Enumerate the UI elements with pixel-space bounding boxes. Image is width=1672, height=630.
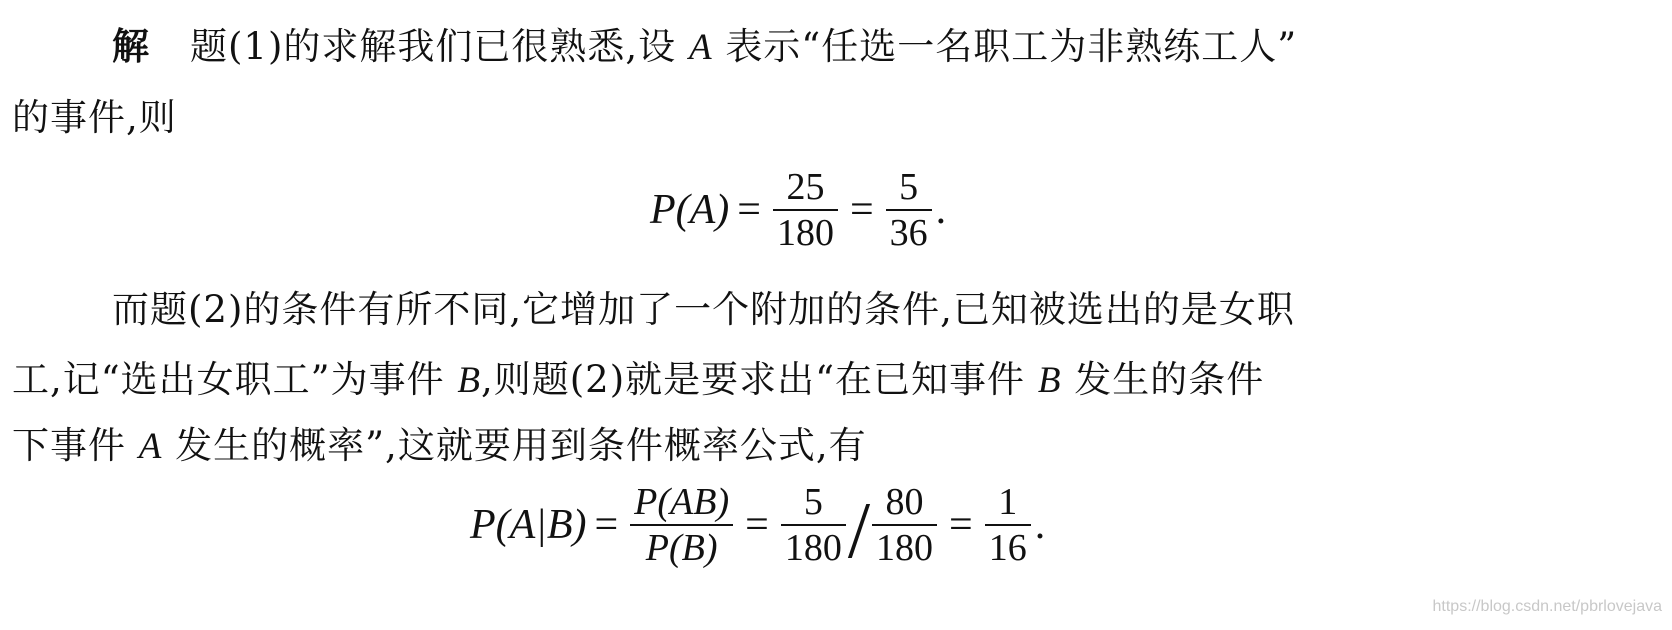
division-slash: / [847, 487, 871, 575]
fraction-denominator: 16 [988, 527, 1027, 569]
variable-a-2: A [138, 426, 163, 467]
formula2-period: . [1034, 502, 1046, 548]
paragraph2-line3-part1: 下事件 [12, 424, 126, 467]
formula1-fraction-2 [886, 165, 932, 255]
fraction-numerator: 5 [899, 166, 919, 208]
solution-label: 解 [112, 24, 150, 68]
formula1-eq2: = [849, 187, 874, 233]
formula2-fraction-3 [872, 480, 937, 570]
formula1-eq1: = [737, 187, 761, 233]
paragraph1-line1 [112, 24, 1297, 70]
fraction-numerator: 80 [885, 481, 924, 523]
paragraph2-line2-part2: ,则题(2)就是要求出“在已知事件 [480, 358, 1026, 401]
formula2-fraction-4 [985, 480, 1031, 570]
fraction-denominator: 180 [776, 212, 834, 254]
fraction-numerator: 1 [998, 481, 1018, 523]
variable-a: A [688, 27, 713, 68]
paragraph2-line2-part3: 发生的条件 [1074, 358, 1265, 401]
variable-b-2: B [1037, 360, 1062, 401]
formula-2 [470, 470, 1045, 580]
paragraph1-line2: 的事件,则 [12, 96, 177, 139]
formula1-fraction-1 [773, 165, 838, 255]
paragraph1-text-before: 题(1)的求解我们已很熟悉,设 [190, 25, 677, 68]
variable-b: B [457, 360, 481, 401]
formula2-eq3: = [949, 502, 973, 548]
fraction-denominator: 180 [876, 527, 934, 569]
paragraph2-line3 [12, 424, 867, 469]
fraction-denominator: 36 [889, 212, 928, 254]
paragraph2-line3-part2: 发生的概率”,这就要用到条件概率公式,有 [175, 424, 867, 467]
formula2-fraction-1 [630, 480, 733, 570]
paragraph1-text-after: 表示“任选一名职工为非熟练工人” [725, 25, 1298, 68]
formula2-lhs: P(A|B) [470, 502, 587, 548]
watermark-url: https://blog.csdn.net/pbrlovejava [1432, 598, 1662, 615]
formula2-eq1: = [594, 502, 619, 548]
paragraph2-line1: 而题(2)的条件有所不同,它增加了一个附加的条件,已知被选出的是女职 [112, 288, 1295, 331]
formula-1 [650, 160, 946, 260]
fraction-numerator: 25 [786, 166, 825, 208]
formula1-lhs: P(A) [650, 187, 730, 233]
paragraph2-line2 [12, 358, 1264, 403]
paragraph2-line2-part1: 工,记“选出女职工”为事件 [12, 358, 445, 401]
fraction-denominator: 180 [784, 527, 842, 569]
fraction-numerator: 5 [803, 481, 823, 523]
formula2-eq2: = [745, 502, 769, 548]
fraction-denominator: P(B) [645, 527, 718, 569]
fraction-numerator: P(AB) [634, 481, 730, 523]
formula1-period: . [935, 187, 947, 233]
formula2-fraction-2 [781, 480, 846, 570]
